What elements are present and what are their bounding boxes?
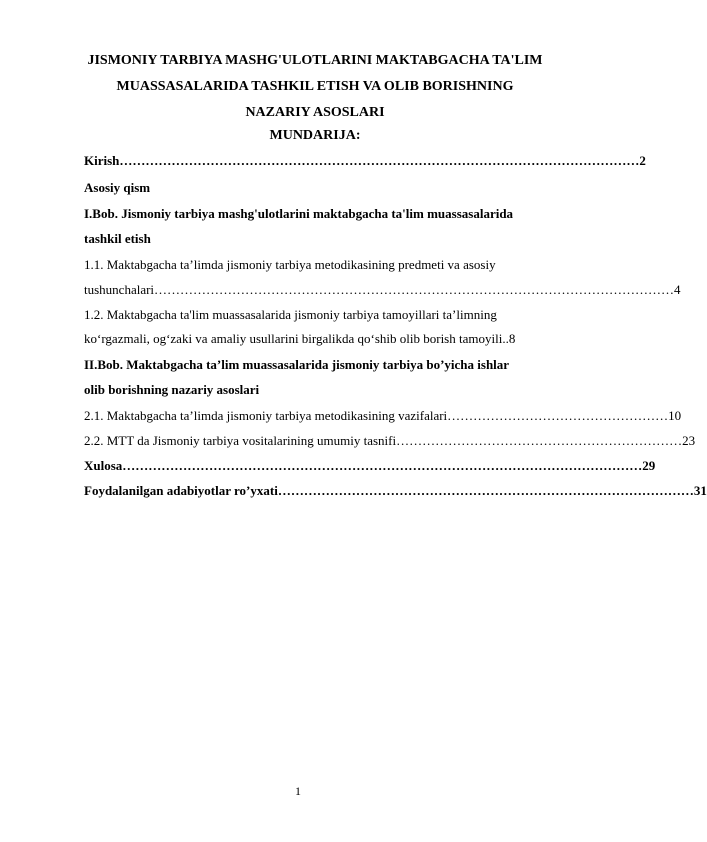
dot-leader: ………………………………………………………… [396,433,683,448]
toc-chapter-1-line-2: tashkil etish [84,231,151,246]
toc-label: Xulosa [84,458,123,473]
document-title-line-3: NAZARIY ASOSLARI [245,105,385,120]
dot-leader: …………………………………………………………………………………… [277,483,694,498]
document-title-line-1: JISMONIY TARBIYA MASHG'ULOTLARINI MAKTABGACHA TA'LIM [87,53,543,68]
toc-chapter-1-line-1: I.Bob. Jismoniy tarbiya mashg'ulotlarini maktabgacha ta'lim muassasalarida [84,206,514,221]
toc-section-1-1-line-1: 1.1. Maktabgacha ta’limda jismoniy tarbiya metodikasining predmeti va asosiy [84,257,496,272]
toc-section-1-1-line-2 [84,281,681,299]
toc-chapter-2-line-2: olib borishning nazariy asoslari [84,382,260,397]
toc-entry-kirish [84,152,646,170]
toc-label: tushunchalari [84,282,155,297]
toc-page-number: 23 [682,433,696,448]
toc-page-number: 2 [639,153,646,168]
toc-section-1-2-line-2: ko‘rgazmali, og‘zaki va amaliy usullarini birgalikda qo‘shib olib borish tamoyili..8 [84,331,516,346]
toc-page-number: 31 [693,483,707,498]
toc-label: 2.2. MTT da Jismoniy tarbiya vositalarining umumiy tasnifi [84,433,397,448]
toc-label: Foydalanilgan adabiyotlar ro’yxati [84,483,278,498]
dot-leader: ………………………………………………………………………………………………………… [122,458,643,473]
toc-section-2-2 [84,432,696,450]
contents-heading: MUNDARIJA: [269,128,361,143]
toc-section-asosiy-qism: Asosiy qism [84,180,151,195]
toc-page-number: 4 [674,282,681,297]
toc-label: Kirish [84,153,120,168]
page-number: 1 [295,784,301,798]
toc-section-2-1 [84,407,682,425]
document-title-line-2: MUASSASALARIDA TASHKIL ETISH VA OLIB BORISHNING [116,79,514,94]
toc-entry-foydalanilgan-adabiyotlar [84,482,707,500]
toc-entry-xulosa [84,457,656,475]
dot-leader: ………………………………………………………………………………………………………… [119,153,640,168]
toc-label: 2.1. Maktabgacha ta’limda jismoniy tarbiya metodikasining vazifalari [84,408,448,423]
dot-leader: …………………………………………… [447,408,669,423]
dot-leader: ………………………………………………………………………………………………………… [154,282,675,297]
toc-page-number: 10 [668,408,682,423]
toc-chapter-2-line-1: II.Bob. Maktabgacha ta’lim muassasalarida jismoniy tarbiya bo’yicha ishlar [84,357,510,372]
toc-section-1-2-line-1: 1.2. Maktabgacha ta'lim muassasalarida jismoniy tarbiya tamoyillari ta’limning [84,307,497,322]
toc-page-number: 29 [642,458,656,473]
